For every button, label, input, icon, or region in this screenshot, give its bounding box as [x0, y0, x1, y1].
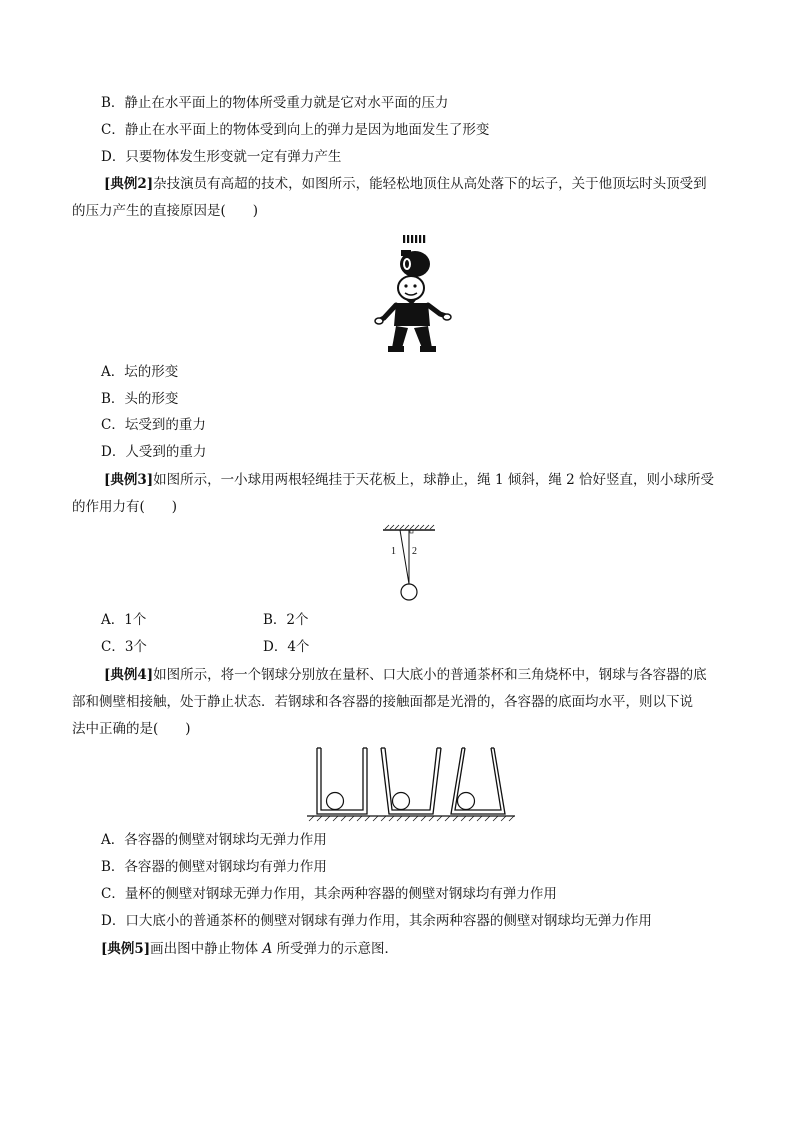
q3-stem-line1 — [104, 470, 714, 490]
q4-stem-line1 — [104, 665, 707, 685]
q4-option-d: D．口大底小的普通茶杯的侧壁对钢球有弹力作用，其余两种容器的侧壁对钢球均无弹力作用 — [101, 913, 652, 929]
containers-figure — [305, 742, 517, 824]
measuring-cup — [317, 748, 367, 814]
q1-option-b: B．静止在水平面上的物体所受重力就是它对水平面的压力 — [101, 95, 449, 111]
q4-stem-text: 如图所示，将一个钢球分别放在量杯、口大底小的普通茶杯和三角烧杯中，钢球与各容器的底 — [153, 667, 707, 683]
hanging-ball-figure — [380, 522, 440, 606]
q2-option-a: A．坛的形变 — [101, 364, 179, 380]
q4-stem-line3: 法中正确的是( ) — [72, 721, 191, 737]
triangle-beaker — [451, 748, 505, 814]
q1-option-d: D．只要物体发生形变就一定有弹力产生 — [101, 149, 342, 165]
q5-stem-post: 所受弹力的示意图． — [272, 941, 399, 957]
rope-1-label: 1 — [391, 546, 396, 557]
rope-2-label: 2 — [412, 546, 417, 557]
q3-label: [典例3] — [104, 472, 154, 488]
q2-option-b: B．头的形变 — [101, 391, 179, 407]
acrobat — [375, 276, 451, 352]
q4-option-c: C．量杯的侧壁对钢球无弹力作用，其余两种容器的侧壁对钢球均有弹力作用 — [101, 886, 557, 902]
q3-option-c: C．3个 — [101, 639, 147, 655]
q4-option-b: B．各容器的侧壁对钢球均有弹力作用 — [101, 859, 327, 875]
tea-cup — [381, 748, 441, 814]
q5-stem — [101, 939, 398, 959]
ground-hatch — [309, 816, 514, 821]
acrobat-jar-figure — [370, 228, 454, 356]
q4-stem-line2: 部和侧壁相接触，处于静止状态．若钢球和各容器的接触面都是光滑的，各容器的底面均水平，则以下说 — [72, 694, 693, 710]
q3-option-b: B．2个 — [263, 612, 309, 628]
motion-lines — [403, 235, 425, 243]
q4-label: [典例4] — [104, 667, 154, 683]
ball — [401, 584, 417, 600]
q2-label: [典例2] — [104, 176, 154, 192]
q3-stem-line2: 的作用力有( ) — [72, 499, 178, 515]
rope-1 — [400, 530, 409, 584]
q3-option-a: A．1个 — [101, 612, 147, 628]
q2-option-c: C．坛受到的重力 — [101, 417, 206, 433]
q3-option-d: D．4个 — [263, 639, 310, 655]
q1-option-c: C．静止在水平面上的物体受到向上的弹力是因为地面发生了形变 — [101, 122, 490, 138]
q3-stem-text: 如图所示，一小球用两根轻绳挂于天花板上，球静止，绳 1 倾斜，绳 2 恰好竖直，则小球所受 — [153, 472, 715, 488]
q5-var: A — [262, 941, 273, 957]
q5-stem-pre: 画出图中静止物体 — [150, 941, 263, 957]
jar — [400, 250, 430, 277]
q2-option-d: D．人受到的重力 — [101, 444, 207, 460]
q5-label: [典例5] — [101, 941, 151, 957]
q2-stem-line2: 的压力产生的直接原因是( ) — [72, 203, 259, 219]
q2-stem-text: 杂技演员有高超的技术，如图所示，能轻松地顶住从高处落下的坛子，关于他顶坛时头顶受到 — [153, 176, 707, 192]
q4-option-a: A．各容器的侧壁对钢球均无弹力作用 — [101, 832, 327, 848]
q2-stem-line1 — [104, 174, 707, 194]
ceiling — [383, 525, 435, 530]
